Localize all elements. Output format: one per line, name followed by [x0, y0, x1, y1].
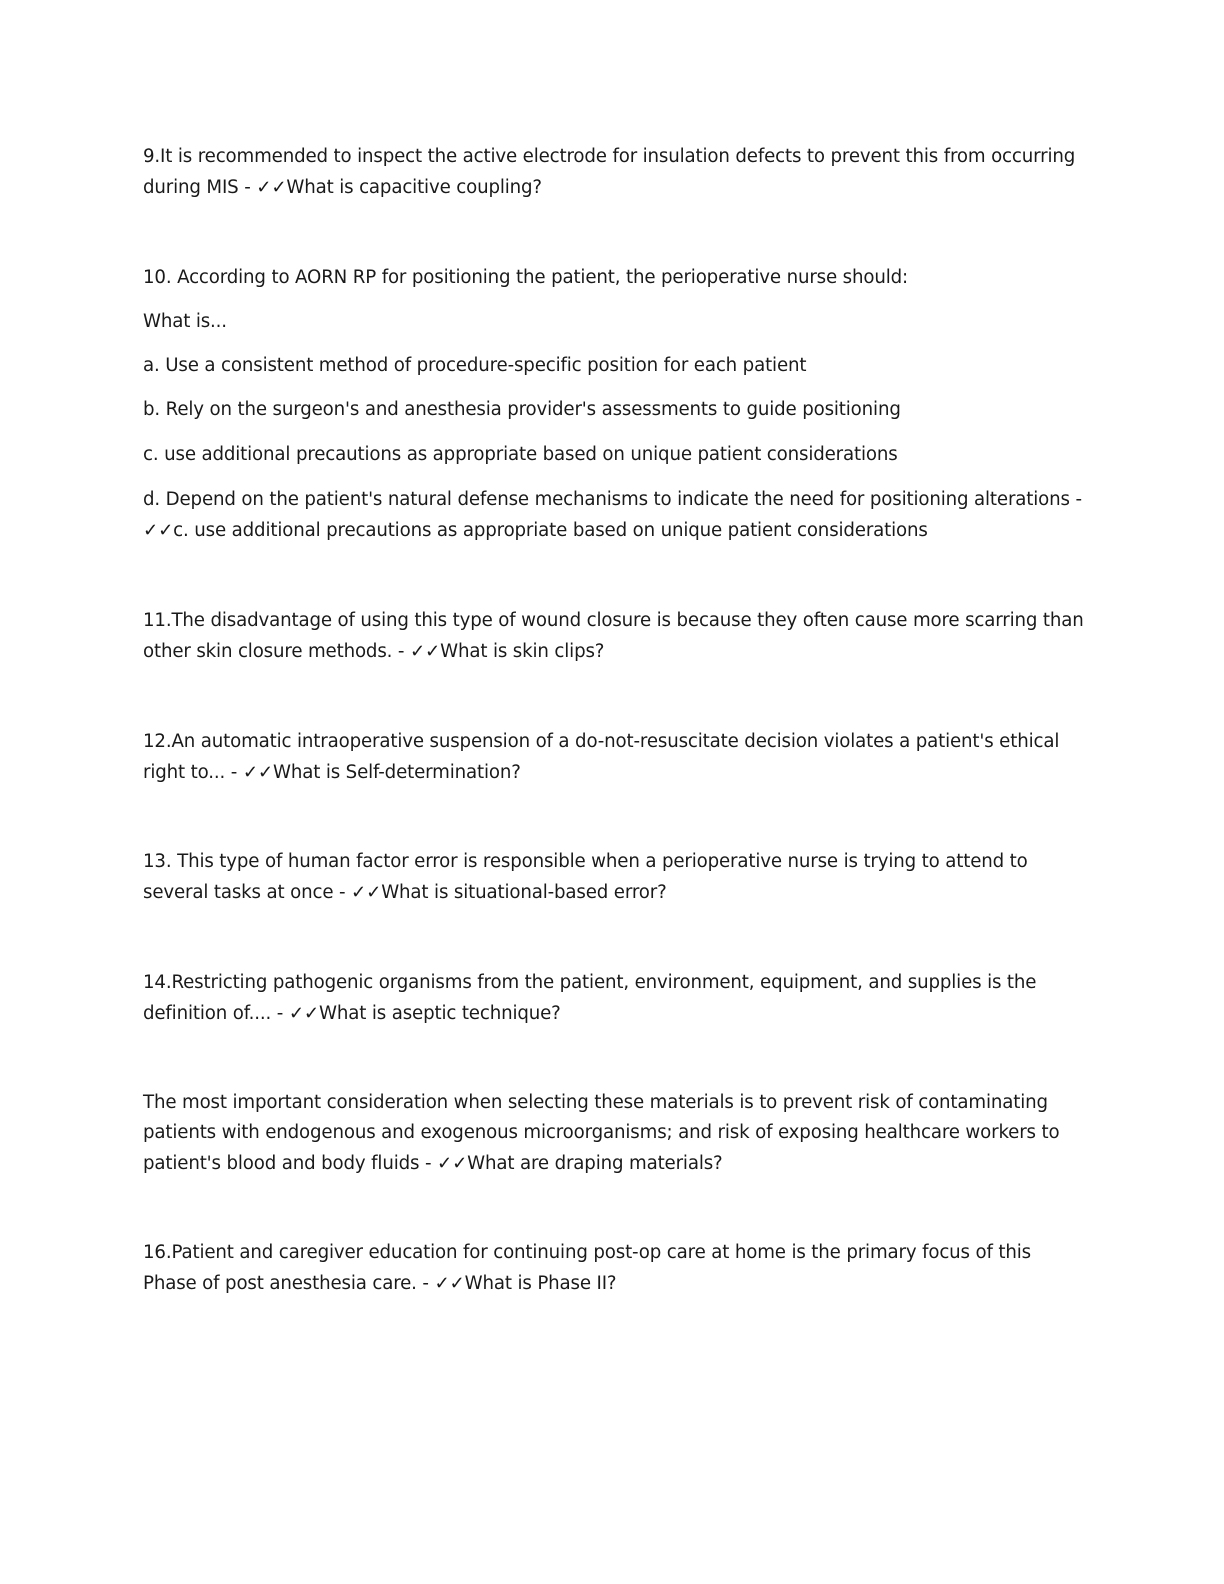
q10-prompt: What is... [143, 311, 227, 332]
q10-question: 10. According to AORN RP for positioning the patient, the perioperative nurse should: [143, 267, 909, 288]
q10-answer: ✓✓c. use additional precautions as appropriate based on unique patient considerations [143, 520, 928, 541]
q16-line-2: Phase of post anesthesia care. - ✓✓What is Phase II? [143, 1273, 617, 1294]
q15-line-2: patients with endogenous and exogenous microorganisms; and risk of exposing healthcare workers to [143, 1122, 1060, 1143]
q10-option-b: b. Rely on the surgeon's and anesthesia provider's assessments to guide positioning [143, 399, 901, 420]
q10-option-d: d. Depend on the patient's natural defense mechanisms to indicate the need for positioning alterations - [143, 489, 1082, 510]
q14-line-1: 14.Restricting pathogenic organisms from the patient, environment, equipment, and supplies is the [143, 972, 1037, 993]
q16-line-1: 16.Patient and caregiver education for continuing post-op care at home is the primary focus of this [143, 1242, 1031, 1263]
q10-option-c: c. use additional precautions as appropriate based on unique patient considerations [143, 444, 898, 465]
q15-line-1: The most important consideration when selecting these materials is to prevent risk of contaminating [143, 1092, 1048, 1113]
q11-line-2: other skin closure methods. - ✓✓What is skin clips? [143, 641, 605, 662]
q9-line-1: 9.It is recommended to inspect the active electrode for insulation defects to prevent this from occurring [143, 146, 1076, 167]
q14-line-2: definition of.... - ✓✓What is aseptic technique? [143, 1003, 561, 1024]
q13-line-2: several tasks at once - ✓✓What is situational-based error? [143, 882, 667, 903]
q12-line-1: 12.An automatic intraoperative suspension of a do-not-resuscitate decision violates a patient's ethical [143, 731, 1060, 752]
q10-option-a: a. Use a consistent method of procedure-specific position for each patient [143, 355, 807, 376]
q9-line-2: during MIS - ✓✓What is capacitive coupling? [143, 177, 542, 198]
q15-line-3: patient's blood and body fluids - ✓✓What are draping materials? [143, 1153, 723, 1174]
q13-line-1: 13. This type of human factor error is responsible when a perioperative nurse is trying to attend to [143, 851, 1028, 872]
q12-line-2: right to... - ✓✓What is Self-determination? [143, 762, 521, 783]
q11-line-1: 11.The disadvantage of using this type of wound closure is because they often cause more scarring than [143, 610, 1084, 631]
